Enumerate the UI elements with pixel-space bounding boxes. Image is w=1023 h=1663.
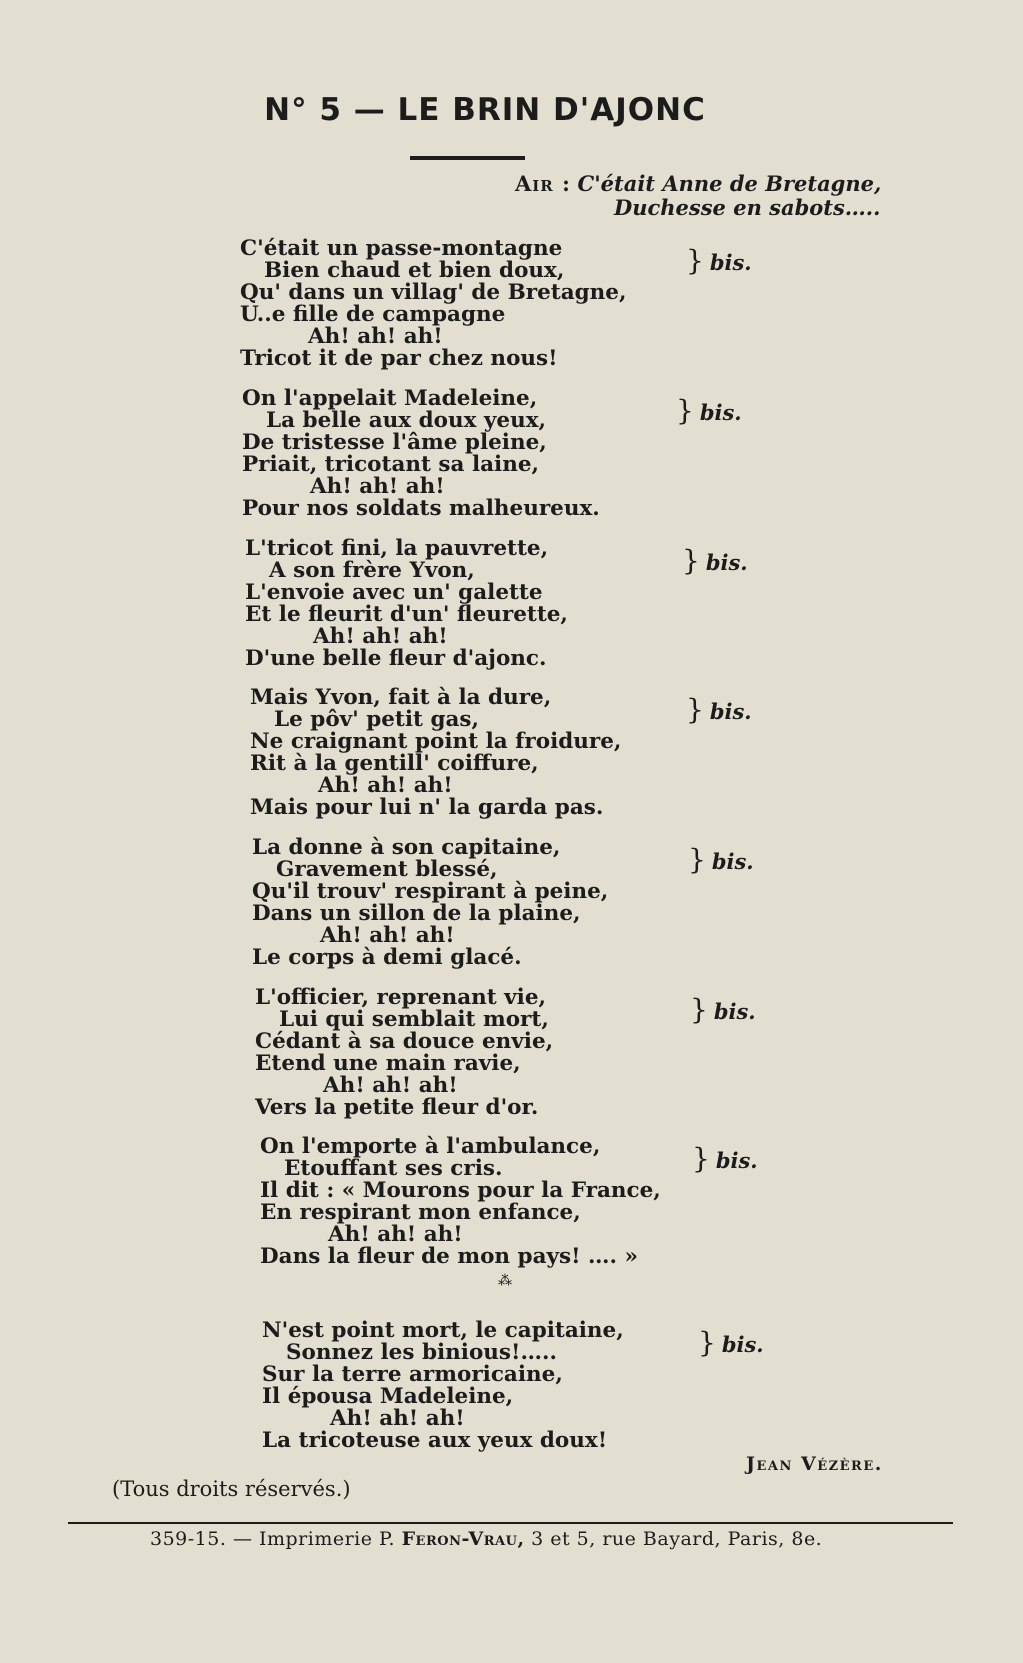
air-label: Air : [515,171,571,196]
bis-marker [698,1326,764,1359]
stanza-1 [240,238,626,370]
page-title: N° 5 — LE BRIN D'AJONC [264,92,706,128]
air-line-1: C'était Anne de Bretagne, [577,171,882,196]
stanza-line: En respirant mon enfance, [260,1200,581,1225]
printer-footer [150,1528,822,1550]
stanza-line: Ah! ah! ah! [313,624,448,649]
stanza-separator: ⁂ [498,1273,512,1289]
brace-icon: } [690,993,708,1026]
brace-icon: } [692,1142,710,1175]
bis-marker [686,693,752,726]
stanza-line: Ah! ah! ah! [318,773,453,798]
stanza-line: Ah! ah! ah! [328,1222,463,1247]
stanza-line: Dans un sillon de la plaine, [252,901,581,926]
rights-notice: (Tous droits réservés.) [112,1477,351,1501]
brace-icon: } [676,394,694,427]
stanza-line: Il épousa Madeleine, [262,1384,514,1409]
stanza-line: Pour nos soldats malheureux. [242,496,600,521]
air-block [515,172,945,219]
stanza-line: On l'emporte à l'ambulance, [260,1134,601,1159]
stanza-line: Mais Yvon, fait à la dure, [250,685,552,710]
stanza-line: L'officier, reprenant vie, [255,985,547,1010]
footer-prefix: 359-15. — Imprimerie P. [150,1528,396,1550]
bis-marker [692,1142,758,1175]
stanza-line: Ah! ah! ah! [323,1073,458,1098]
stanza-line: Vers la petite fleur d'or. [255,1095,539,1120]
stanza-line: Bien chaud et bien doux, [264,258,565,283]
stanza-line: Gravement blessé, [276,857,498,882]
stanza-line: Le corps à demi glacé. [252,945,522,970]
stanza-line: N'est point mort, le capitaine, [262,1318,624,1343]
footer-rule [68,1522,953,1524]
stanza-line: Ah! ah! ah! [330,1406,465,1431]
bis-label: bis. [721,1332,764,1357]
stanza-line: La tricoteuse aux yeux doux! [262,1428,608,1453]
stanza-4 [250,687,621,819]
stanza-line: Il dit : « Mourons pour la France, [260,1178,661,1203]
stanza-line: Cédant à sa douce envie, [255,1029,554,1054]
stanza-line: De tristesse l'âme pleine, [242,430,547,455]
stanza-line: Qu' dans un villag' de Bretagne, [240,280,627,305]
stanza-line: Dans la fleur de mon pays! …. » [260,1244,638,1269]
stanza-line: U..e fille de campagne [240,302,506,327]
bis-marker [682,544,748,577]
title-rule [410,156,525,160]
stanza-line: On l'appelait Madeleine, [242,386,538,411]
stanza-line: Tricot it de par chez nous! [240,346,558,371]
stanza-2 [242,388,600,520]
stanza-line: L'tricot fini, la pauvrette, [245,536,549,561]
stanza-line: Mais pour lui n' la garda pas. [250,795,604,820]
bis-marker [676,394,742,427]
stanza-line: Ah! ah! ah! [310,474,445,499]
bis-label: bis. [711,849,754,874]
stanza-6 [255,987,553,1119]
stanza-line: C'était un passe-montagne [240,236,563,261]
stanza-line: La donne à son capitaine, [252,835,561,860]
stanza-5 [252,837,608,969]
stanza-line: D'une belle fleur d'ajonc. [245,646,547,671]
footer-address: 3 et 5, rue Bayard, Paris, 8e. [531,1528,823,1550]
bis-marker [686,244,752,277]
bis-label: bis. [709,699,752,724]
bis-marker [688,843,754,876]
stanza-line: Rit à la gentill' coiffure, [250,751,539,776]
stanza-line: Et le fleurit d'un' fleurette, [245,602,568,627]
stanza-line: Le pôv' petit gas, [274,707,479,732]
bis-label: bis. [709,250,752,275]
bis-label: bis. [699,400,742,425]
stanza-line: Ah! ah! ah! [308,324,443,349]
stanza-line: Qu'il trouv' respirant à peine, [252,879,609,904]
author-signature: Jean Vézère. [746,1453,883,1475]
bis-label: bis. [715,1148,758,1173]
footer-printer: Feron-Vrau, [401,1528,525,1550]
brace-icon: } [682,544,700,577]
stanza-line: Sonnez les binious!….. [286,1340,557,1365]
stanza-line: Ne craignant point la froidure, [250,729,622,754]
brace-icon: } [686,693,704,726]
stanza-3 [245,538,568,670]
stanza-line: Priait, tricotant sa laine, [242,452,540,477]
stanza-line: L'envoie avec un' galette [245,580,543,605]
stanza-line: Etend une main ravie, [255,1051,521,1076]
stanza-line: Lui qui semblait mort, [279,1007,549,1032]
brace-icon: } [688,843,706,876]
bis-label: bis. [713,999,756,1024]
stanza-line: A son frère Yvon, [269,558,475,583]
stanza-8 [262,1320,624,1452]
stanza-line: Ah! ah! ah! [320,923,455,948]
stanza-line: Sur la terre armoricaine, [262,1362,563,1387]
stanza-line: La belle aux doux yeux, [266,408,547,433]
brace-icon: } [698,1326,716,1359]
stanza-line: Etouffant ses cris. [284,1156,503,1181]
bis-label: bis. [705,550,748,575]
brace-icon: } [686,244,704,277]
air-line-2: Duchesse en sabots….. [614,195,881,220]
bis-marker [690,993,756,1026]
stanza-7 [260,1136,661,1268]
